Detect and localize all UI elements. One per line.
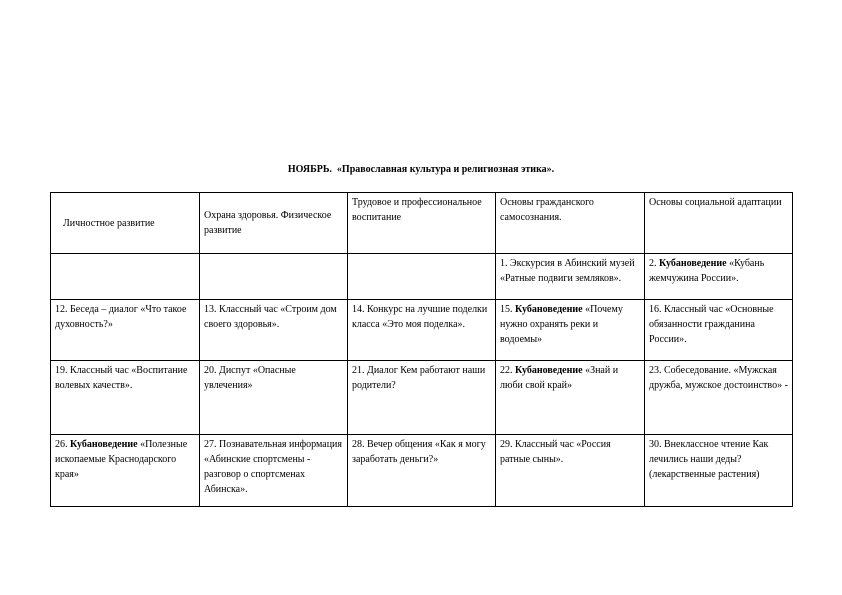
table-header-row <box>51 193 793 254</box>
header-personal-development: Личностное развитие <box>51 193 200 254</box>
table-cell: 19. Классный час «Воспитание волевых качеств». <box>51 361 200 435</box>
table-cell: 22. Кубановедение «Знай и люби свой край» <box>496 361 645 435</box>
table-cell: 1. Экскурсия в Абинский музей «Ратные подвиги земляков». <box>496 254 645 300</box>
table-cell: 29. Классный час «Россия ратные сыны». <box>496 435 645 507</box>
subject-label: Кубановедение <box>515 365 583 376</box>
subject-label: Кубановедение <box>515 304 583 315</box>
table-cell: 28. Вечер общения «Как я могу заработать деньги?» <box>348 435 496 507</box>
table-row <box>51 300 793 361</box>
subject-label: Кубановедение <box>70 439 138 450</box>
table-cell: 12. Беседа – диалог «Что такое духовность?» <box>51 300 200 361</box>
page-title: НОЯБРЬ. «Православная культура и религиозная этика». <box>287 164 555 175</box>
table-row <box>51 361 793 435</box>
header-health: Охрана здоровья. Физическое развитие <box>200 193 348 254</box>
table-cell: 30. Внеклассное чтение Как лечились наши деды? (лекарственные растения) <box>645 435 793 507</box>
table-cell <box>200 254 348 300</box>
header-civic-awareness: Основы гражданского самосознания. <box>496 193 645 254</box>
activity-plan-table <box>50 192 793 507</box>
table-cell: 2. Кубановедение «Кубань жемчужина России». <box>645 254 793 300</box>
table-cell: 26. Кубановедение «Полезные ископаемые Краснодарского края» <box>51 435 200 507</box>
table-cell: 23. Собеседование. «Мужская дружба, мужское достоинство» - <box>645 361 793 435</box>
table-cell: 15. Кубановедение «Почему нужно охранять реки и водоемы» <box>496 300 645 361</box>
header-social-adaptation: Основы социальной адаптации <box>645 193 793 254</box>
table-cell: 13. Классный час «Строим дом своего здоровья». <box>200 300 348 361</box>
header-labor-education: Трудовое и профессиональное воспитание <box>348 193 496 254</box>
table-cell: 16. Классный час «Основные обязанности гражданина России». <box>645 300 793 361</box>
table-cell <box>348 254 496 300</box>
table-row <box>51 254 793 300</box>
table-cell: 27. Познавательная информация «Абинские спортсмены - разговор о спортсменах Абинска». <box>200 435 348 507</box>
table-cell: 20. Диспут «Опасные увлечения» <box>200 361 348 435</box>
table-cell: 21. Диалог Кем работают наши родители? <box>348 361 496 435</box>
subject-label: Кубановедение <box>659 258 727 269</box>
table-row <box>51 435 793 507</box>
table-cell <box>51 254 200 300</box>
table-cell: 14. Конкурс на лучшие поделки класса «Это моя поделка». <box>348 300 496 361</box>
